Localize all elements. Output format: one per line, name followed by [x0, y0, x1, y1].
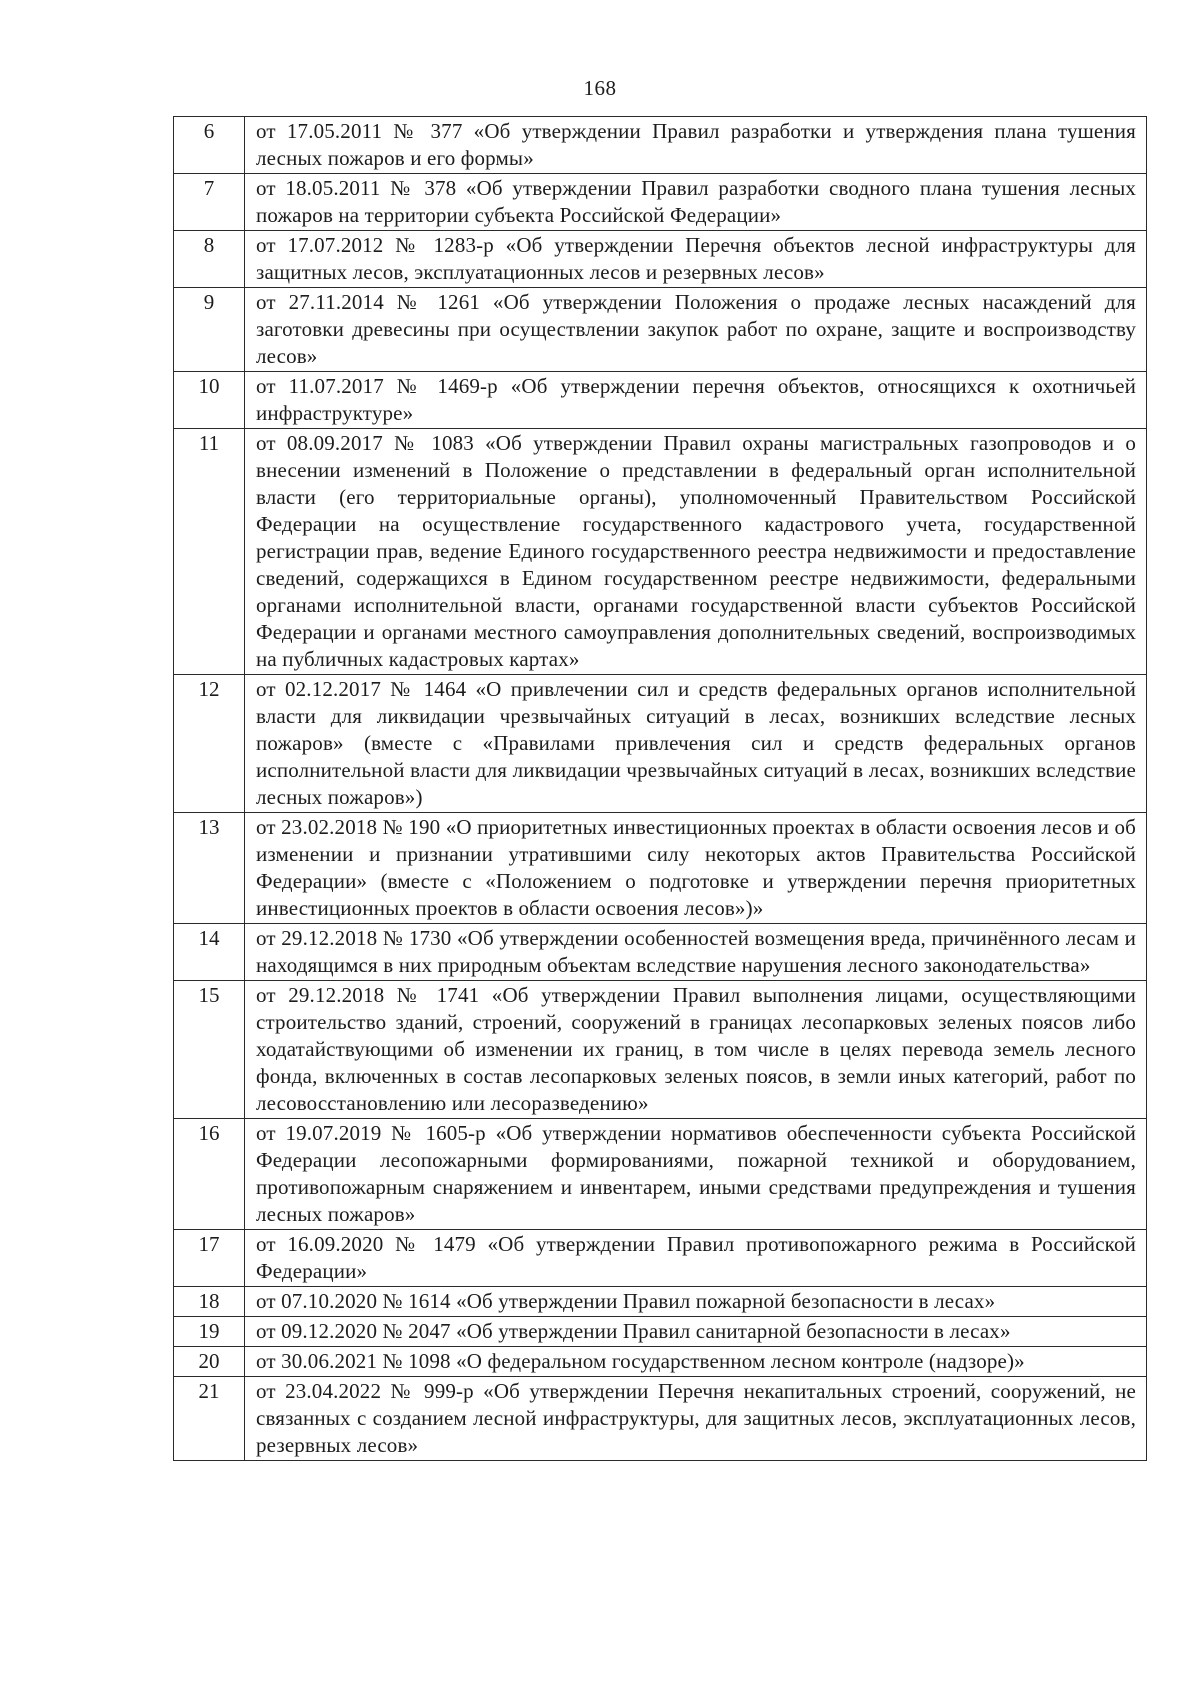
row-text: от 30.06.2021 № 1098 «О федеральном государственном лесном контроле (надзоре)» [245, 1347, 1147, 1377]
row-text: от 02.12.2017 № 1464 «О привлечении сил и средств федеральных органов исполнительной власти для ликвидации чрезвычайных ситуаций в лесах, возникших вследствие лесных пожаров» (вместе с «Правилами привлечения сил и средств федеральных органов исполнительной власти для ликвидации чрезвычайных ситуаций в лесах, возникших вследствие лесных пожаров») [245, 675, 1147, 813]
row-text: от 23.04.2022 № 999-р «Об утверждении Перечня некапитальных строений, сооружений, не связанных с созданием лесной инфраструктуры, для защитных лесов, эксплуатационных лесов, резервных лесов» [245, 1377, 1147, 1461]
table-row [174, 288, 1147, 372]
row-text: от 09.12.2020 № 2047 «Об утверждении Правил санитарной безопасности в лесах» [245, 1317, 1147, 1347]
table-row [174, 1317, 1147, 1347]
row-number: 21 [174, 1377, 245, 1461]
table-row [174, 981, 1147, 1119]
row-number: 15 [174, 981, 245, 1119]
table-row [174, 1287, 1147, 1317]
row-text: от 29.12.2018 № 1741 «Об утверждении Правил выполнения лицами, осуществляющими строительство зданий, строений, сооружений в границах лесопарковых зеленых поясов либо ходатайствующими об изменении их границ, в том числе в целях перевода земель лесного фонда, включенных в состав лесопарковых зеленых поясов, в земли иных категорий, работ по лесовосстановлению или лесоразведению» [245, 981, 1147, 1119]
row-number: 16 [174, 1119, 245, 1230]
row-number: 6 [174, 117, 245, 174]
row-text: от 23.02.2018 № 190 «О приоритетных инвестиционных проектах в области освоения лесов и об изменении и признании утратившими силу некоторых актов Правительства Российской Федерации» (вместе с «Положением о подготовке и утверждении перечня приоритетных инвестиционных проектов в области освоения лесов»)» [245, 813, 1147, 924]
row-text: от 17.05.2011 № 377 «Об утверждении Правил разработки и утверждения плана тушения лесных пожаров и его формы» [245, 117, 1147, 174]
row-text: от 11.07.2017 № 1469-р «Об утверждении перечня объектов, относящихся к охотничьей инфраструктуре» [245, 372, 1147, 429]
row-text: от 29.12.2018 № 1730 «Об утверждении особенностей возмещения вреда, причинённого лесам и находящимся в них природным объектам вследствие нарушения лесного законодательства» [245, 924, 1147, 981]
table-row [174, 231, 1147, 288]
row-text: от 27.11.2014 № 1261 «Об утверждении Положения о продаже лесных насаждений для заготовки древесины при осуществлении закупок работ по охране, защите и воспроизводству лесов» [245, 288, 1147, 372]
row-text: от 18.05.2011 № 378 «Об утверждении Правил разработки сводного плана тушения лесных пожаров на территории субъекта Российской Федерации» [245, 174, 1147, 231]
row-number: 8 [174, 231, 245, 288]
table-row [174, 675, 1147, 813]
row-number: 20 [174, 1347, 245, 1377]
row-number: 13 [174, 813, 245, 924]
row-number: 19 [174, 1317, 245, 1347]
row-number: 9 [174, 288, 245, 372]
table-row [174, 1119, 1147, 1230]
table-row [174, 174, 1147, 231]
row-number: 14 [174, 924, 245, 981]
table-row [174, 924, 1147, 981]
row-text: от 16.09.2020 № 1479 «Об утверждении Правил противопожарного режима в Российской Федерации» [245, 1230, 1147, 1287]
table-row [174, 1377, 1147, 1461]
row-number: 18 [174, 1287, 245, 1317]
table-row [174, 117, 1147, 174]
row-number: 11 [174, 429, 245, 675]
table-row [174, 429, 1147, 675]
row-number: 7 [174, 174, 245, 231]
row-text: от 07.10.2020 № 1614 «Об утверждении Правил пожарной безопасности в лесах» [245, 1287, 1147, 1317]
row-text: от 08.09.2017 № 1083 «Об утверждении Правил охраны магистральных газопроводов и о внесении изменений в Положение о представлении в федеральный орган исполнительной власти (его территориальные органы), уполномоченный Правительством Российской Федерации на осуществление государственного кадастрового учета, государственной регистрации прав, ведение Единого государственного реестра недвижимости и предоставление сведений, содержащихся в Едином государственном реестре недвижимости, федеральными органами исполнительной власти, органами государственной власти субъектов Российской Федерации и органами местного самоуправления дополнительных сведений, воспроизводимых на публичных кадастровых картах» [245, 429, 1147, 675]
regulations-table [173, 116, 1147, 1461]
row-number: 17 [174, 1230, 245, 1287]
row-number: 12 [174, 675, 245, 813]
row-text: от 17.07.2012 № 1283-р «Об утверждении Перечня объектов лесной инфраструктуры для защитных лесов, эксплуатационных лесов и резервных лесов» [245, 231, 1147, 288]
table-row [174, 1347, 1147, 1377]
page-number: 168 [583, 76, 617, 100]
row-number: 10 [174, 372, 245, 429]
table-row [174, 372, 1147, 429]
table-row [174, 1230, 1147, 1287]
row-text: от 19.07.2019 № 1605-р «Об утверждении нормативов обеспеченности субъекта Российской Федерации лесопожарными формированиями, пожарной техникой и оборудованием, противопожарным снаряжением и инвентарем, иными средствами предупреждения и тушения лесных пожаров» [245, 1119, 1147, 1230]
table-row [174, 813, 1147, 924]
